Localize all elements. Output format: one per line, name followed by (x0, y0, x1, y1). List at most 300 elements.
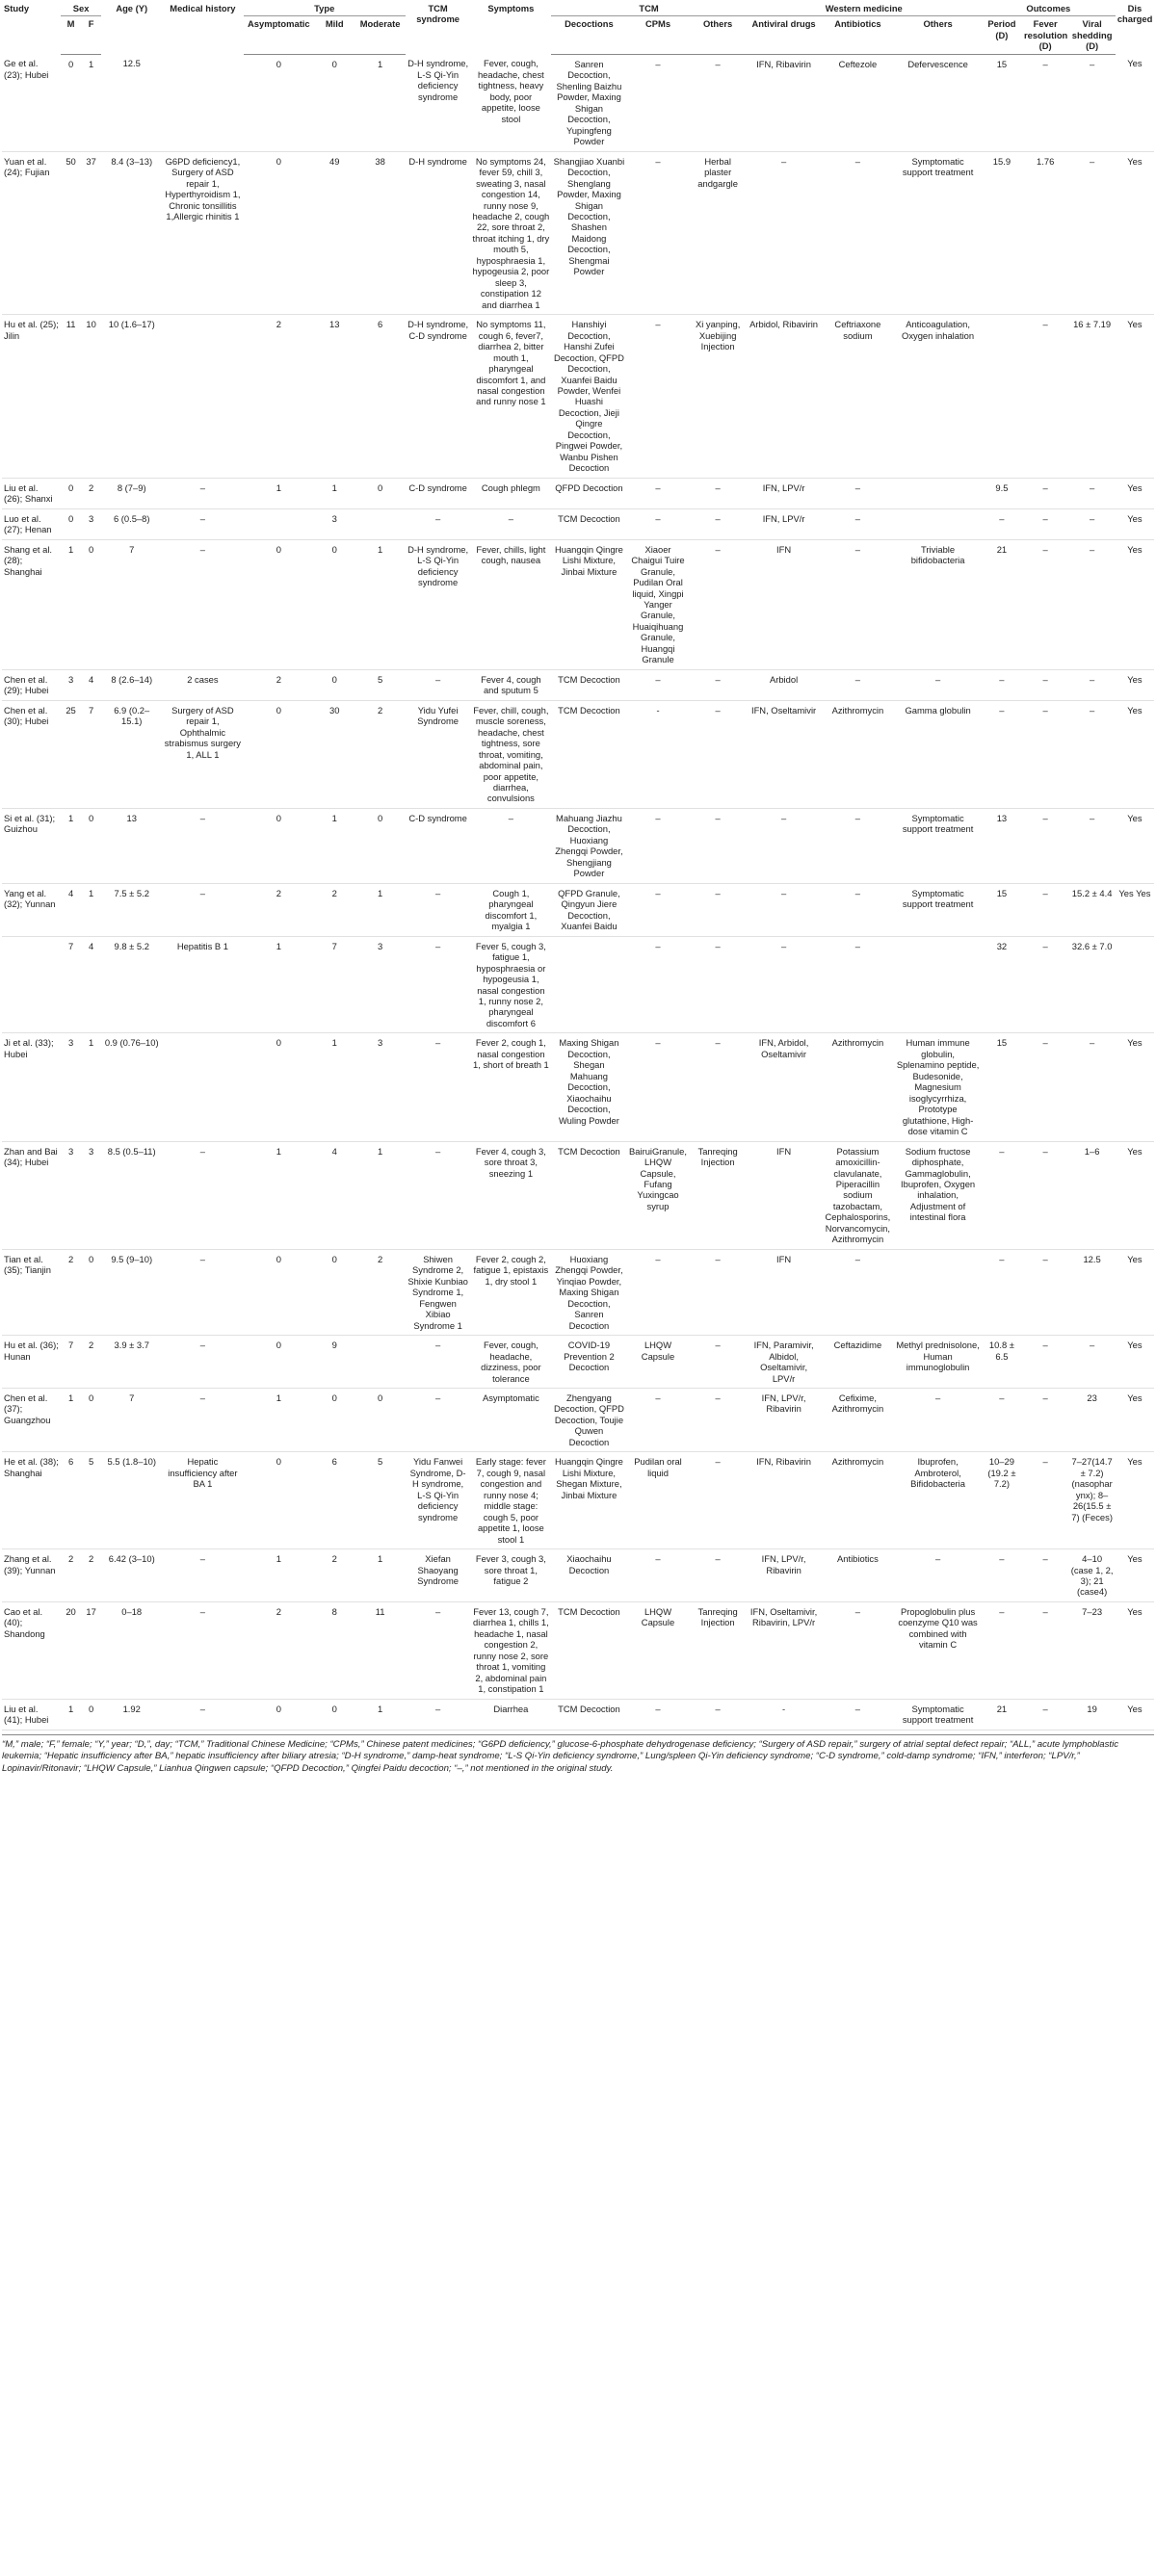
cell-others-tcm: – (715, 673, 721, 685)
cell-viral-shedding: – (1089, 673, 1095, 685)
cell-age: 6.9 (0.2– 15.1) (114, 704, 150, 727)
cell-medical-history: Hepatitis B 1 (176, 940, 228, 951)
cell-decoctions: TCM Decoction (558, 1145, 620, 1157)
cell-moderate: 0 (377, 1392, 383, 1403)
cell-fever-resolution: – (1042, 1392, 1048, 1403)
cell-cpms: – (655, 58, 661, 69)
cell-cpms: – (655, 1037, 661, 1049)
cell-asymptomatic: 0 (276, 812, 281, 823)
cell-decoctions: Shangjiao Xuanbi Decoction, Shenglang Powder, Maxing Shigan Decoction, Shashen Maidong Decoction, Shengmai Powder (553, 155, 625, 277)
cell-antibiotics: – (854, 512, 861, 524)
cell-male: 7 (67, 1340, 74, 1351)
cell-medical-history (162, 1033, 243, 1141)
cell-study: Liu et al. (41); Hubei (4, 1703, 49, 1726)
cell-study: He et al. (38); Shanghai (4, 1456, 59, 1478)
cell-mild: 2 (331, 887, 337, 898)
col-discharged: Dis charged (1117, 3, 1153, 25)
cell-symptoms: No symptoms 24, fever 59, chill 3, sweating 3, nasal congestion 14, runny nose 9, headache 2, cough 22, sore throat 2, throat itching 1, dry mouth 5, hyposphraesia 1, hypogeusia 2, poor sleep 3, constipation 12 and diarrhea 1 (472, 155, 550, 310)
table-body (2, 54, 1154, 1730)
table-row (2, 1452, 1154, 1549)
cell-decoctions: Sanren Decoction, Shenling Baizhu Powder, Maxing Shigan Decoction, Yupingfeng Powder (556, 58, 622, 147)
cell-discharged: Yes (1127, 155, 1143, 167)
cell-medical-history (162, 54, 243, 151)
cell-male: 1 (67, 1392, 74, 1403)
table-header (2, 0, 1154, 54)
cell-tcm-syndrome: – (434, 1340, 441, 1351)
cell-mild: 0 (331, 58, 337, 69)
cell-period: – (999, 704, 1005, 716)
cell-asymptomatic: 0 (276, 1456, 281, 1468)
cell-viral-shedding: – (1089, 1037, 1095, 1049)
cell-cpms: – (655, 1392, 661, 1403)
cell-cpms: LHQW Capsule (641, 1605, 675, 1628)
col-moderate: Moderate (355, 16, 406, 54)
cell-age: 8.4 (3–13) (111, 155, 153, 167)
cell-female: 37 (86, 155, 96, 167)
cell-tcm-syndrome: – (434, 887, 441, 898)
cell-antibiotics: – (854, 940, 861, 951)
cell-tcm-syndrome: D-H syndrome, L-S Qi-Yin deficiency syndrome (407, 543, 469, 588)
cell-male: 1 (67, 543, 74, 555)
cell-antibiotics: Potassium amoxicillin-clavulanate, Piperacillin sodium tazobactam, Cephalosporins, Norvancomycin, Azithromycin (825, 1145, 891, 1245)
col-female: F (81, 16, 101, 54)
cell-study: Ge et al. (23); Hubei (4, 58, 49, 80)
cell-asymptomatic: 0 (276, 1703, 281, 1714)
cell-fever-resolution: – (1042, 481, 1048, 493)
cell-symptoms: Fever 2, cough 2, fatigue 1, epistaxis 1, dry stool 1 (473, 1253, 549, 1287)
cell-male: 50 (66, 155, 76, 167)
cell-fever-resolution: – (1042, 940, 1048, 951)
cell-antiviral: IFN, LPV/r (762, 512, 805, 524)
cell-asymptomatic: 2 (276, 673, 281, 685)
cell-period: 32 (996, 940, 1008, 951)
cell-decoctions: QFPD Granule, Qingyun Jiere Decoction, Xuanfei Baidu (558, 887, 620, 932)
cell-antibiotics: – (854, 155, 861, 167)
cell-others-western: Symptomatic support treatment (902, 887, 974, 910)
cell-female: 0 (89, 1703, 94, 1714)
table-row (2, 151, 1154, 315)
table-row (2, 54, 1154, 151)
cell-asymptomatic: 2 (276, 319, 281, 330)
cell-viral-shedding: 4–10 (case 1, 2, 3); 21 (case4) (1070, 1553, 1114, 1598)
cell-antibiotics: – (854, 1703, 861, 1714)
cell-others-tcm: – (715, 1392, 721, 1403)
cell-discharged: Yes (1127, 1553, 1143, 1565)
cell-cpms: – (655, 481, 661, 493)
cell-female: 10 (86, 319, 96, 330)
cell-asymptomatic: 2 (276, 1605, 281, 1617)
cell-fever-resolution: – (1042, 1703, 1048, 1714)
cell-others-western (894, 1249, 982, 1335)
cell-antiviral: IFN, Oseltamivir (750, 704, 817, 716)
cell-mild: 49 (329, 155, 340, 167)
cell-moderate: 1 (377, 543, 383, 555)
table-row (2, 508, 1154, 539)
cell-period: – (999, 1253, 1005, 1264)
table-row (2, 808, 1154, 883)
cell-tcm-syndrome: C-D syndrome (408, 481, 467, 493)
cell-decoctions: Maxing Shigan Decoction, Shegan Mahuang Decoction, Xiaochaihu Decoction, Wuling Powder (558, 1037, 619, 1126)
cell-mild: 1 (331, 812, 337, 823)
table-footnote: “M,” male; “F,” female; “Y,” year; “D,”, day; “TCM,” Traditional Chinese Medicine; “CPMs,” Chinese patent medicines; “G6PD deficiency,” glucose-6-phosphate dehydrogenase deficiency; “Surgery of ASD repair,” surgery of atrial septal defect repair; “ALL,” acute lymphoblastic leukemia; “Hepatic insufficiency after BA,” hepatic insufficiency after biliary atresia; “D-H syndrome,” damp-heat syndrome; “L-S Qi-Yin deficiency syndrome,” Lung/spleen Qi-Yin deficiency syndrome; “C-D syndrome,” cold-damp syndrome; “IFN,” interferon; “LPV/r,” Lopinavir/Ritonavir; “LHQW Capsule,” Lianhua Qingwen capsule; “QFPD Decoction,” Qingfei Paidu decoction; “–,” not mentioned in the original study. (2, 1734, 1154, 1775)
col-viral-shedding: Viral shedding (D) (1068, 16, 1115, 54)
cell-antiviral: IFN, Ribavirin (756, 58, 811, 69)
cell-cpms: BairuiGranule, LHQW Capsule, Fufang Yuxingcao syrup (629, 1145, 687, 1211)
cell-mild: 0 (331, 543, 337, 555)
cell-male: 1 (67, 812, 74, 823)
cell-antiviral: IFN, LPV/r (762, 481, 805, 493)
cell-age: 9.5 (9–10) (111, 1253, 153, 1264)
cell-female: 3 (89, 1145, 94, 1157)
cell-tcm-syndrome: D-H syndrome, L-S Qi-Yin deficiency syndrome (407, 58, 469, 102)
cell-moderate: 3 (377, 1037, 383, 1049)
cell-age: 8 (7–9) (117, 481, 146, 493)
cell-viral-shedding: – (1089, 512, 1095, 524)
cell-antiviral: – (780, 940, 787, 951)
cell-symptoms: Fever, cough, headache, dizziness, poor tolerance (481, 1340, 541, 1384)
cell-study: Tian et al. (35); Tianjin (4, 1253, 51, 1276)
cell-medical-history: Hepatic insufficiency after BA 1 (168, 1456, 238, 1490)
cell-mild: 0 (331, 673, 337, 685)
cell-antiviral: – (780, 812, 787, 823)
cell-mild: 1 (331, 1037, 337, 1049)
table-row (2, 1601, 1154, 1699)
cell-male: 7 (67, 940, 74, 951)
cell-decoctions: Zhengyang Decoction, QFPD Decoction, Toujie Quwen Decoction (553, 1392, 624, 1447)
table-row (2, 478, 1154, 508)
cell-decoctions: TCM Decoction (558, 1703, 620, 1714)
cell-asymptomatic: 0 (276, 704, 281, 716)
cell-moderate: 38 (375, 155, 385, 167)
cell-moderate: 1 (377, 1145, 383, 1157)
cell-male: 2 (67, 1553, 74, 1565)
cell-period: 15 (996, 1037, 1008, 1049)
cell-medical-history: – (199, 1703, 205, 1714)
cell-discharged: Yes (1127, 673, 1143, 685)
cell-female: 5 (89, 1456, 94, 1468)
cell-decoctions: Huangqin Qingre Lishi Mixture, Jinbai Mixture (554, 543, 623, 577)
cell-others-western (894, 936, 982, 1033)
cell-fever-resolution: – (1042, 1037, 1048, 1049)
cell-symptoms: – (508, 812, 513, 823)
cell-antiviral: IFN, Arbidol, Oseltamivir (758, 1037, 809, 1059)
cell-symptoms: Fever, chill, cough, muscle soreness, headache, chest tightness, sore throat, vomiting, abdominal pain, poor appetite, diarrhea, convulsions (473, 704, 549, 804)
table-row (2, 539, 1154, 669)
cell-symptoms: Cough phlegm (481, 481, 540, 493)
cell-tcm-syndrome: – (434, 1145, 441, 1157)
cell-moderate: 1 (377, 1703, 383, 1714)
cell-medical-history: – (199, 1392, 205, 1403)
cell-fever-resolution: – (1042, 1553, 1048, 1565)
cell-age: 0–18 (121, 1605, 143, 1617)
cell-discharged: Yes (1127, 1037, 1143, 1049)
cell-symptoms: Fever 3, cough 3, sore throat 1, fatigue 2 (475, 1553, 546, 1586)
cell-mild: 4 (331, 1145, 337, 1157)
col-fever-resolution: Fever resolution (D) (1022, 16, 1068, 54)
cell-asymptomatic: 0 (276, 1340, 281, 1351)
col-asymptomatic: Asymptomatic (244, 16, 315, 54)
cell-decoctions (551, 936, 626, 1033)
col-outcomes: Outcomes (982, 0, 1116, 16)
cell-antibiotics: – (854, 481, 861, 493)
cell-mild: 1 (331, 481, 337, 493)
cell-female: 17 (86, 1605, 96, 1617)
cell-period: 21 (996, 543, 1008, 555)
cell-medical-history: Surgery of ASD repair 1, Ophthalmic strabismus surgery 1, ALL 1 (164, 704, 241, 760)
cell-study: Si et al. (31); Guizhou (4, 812, 56, 835)
cell-symptoms: Fever 13, cough 7, diarrhea 1, chills 1, headache 1, nasal congestion 2, runny nose 2, sore throat 1, vomiting 2, abdominal pain 1, constipation 1 (473, 1605, 549, 1695)
cell-moderate (355, 1336, 406, 1389)
cell-study: Liu et al. (26); Shanxi (4, 481, 53, 505)
cell-others-tcm: – (715, 704, 721, 716)
cell-age: 1.92 (122, 1703, 141, 1714)
cell-discharged: Yes (1127, 704, 1143, 716)
cell-viral-shedding: 23 (1087, 1392, 1097, 1403)
cell-antibiotics: – (854, 887, 861, 898)
cell-others-tcm: Tanreqing Injection (697, 1605, 738, 1628)
cell-female: 2 (89, 481, 94, 493)
cell-antibiotics: – (854, 673, 861, 685)
cell-male: 2 (67, 1253, 74, 1264)
cell-moderate: 0 (377, 481, 383, 493)
cell-study: Chen et al. (37); Guangzhou (4, 1392, 51, 1425)
cell-moderate: 2 (377, 704, 383, 716)
cell-antiviral: IFN, Oseltamivir, Ribavirin, LPV/r (749, 1605, 818, 1628)
table-row (2, 1336, 1154, 1389)
cell-others-tcm: – (715, 1037, 721, 1049)
cell-decoctions: Huoxiang Zhengqi Powder, Yinqiao Powder, Maxing Shigan Decoction, Sanren Decoction (555, 1253, 623, 1331)
cell-male: 0 (67, 481, 74, 493)
cell-moderate: 11 (375, 1605, 385, 1617)
cell-female: 7 (89, 704, 94, 716)
cell-cpms: – (655, 1553, 661, 1565)
cell-asymptomatic: 1 (276, 481, 281, 493)
cell-study: Hu et al. (36); Hunan (4, 1340, 59, 1362)
cell-age: 10 (1.6–17) (108, 319, 155, 330)
cell-tcm-syndrome: Yidu Fanwei Syndrome, D-H syndrome, L-S Qi-Yin deficiency syndrome (409, 1456, 466, 1522)
cell-medical-history: 2 cases (187, 673, 219, 685)
cell-fever-resolution: – (1042, 512, 1048, 524)
cell-discharged: Yes (1127, 543, 1143, 555)
cell-period: 21 (996, 1703, 1008, 1714)
col-tcm: TCM (551, 0, 746, 16)
cell-discharged: Yes (1127, 512, 1143, 524)
cell-mild: 6 (331, 1456, 337, 1468)
cell-antibiotics: Azithromycin (831, 1037, 884, 1049)
cell-medical-history: – (199, 1553, 205, 1565)
cell-asymptomatic: 1 (276, 940, 281, 951)
cell-fever-resolution: – (1042, 1253, 1048, 1264)
cell-cpms: – (655, 512, 661, 524)
cell-antiviral: IFN (776, 543, 792, 555)
cell-others-western: Triviable bifidobacteria (910, 543, 965, 566)
cell-antibiotics: Ceftazidime (833, 1340, 882, 1351)
cell-period: – (999, 512, 1005, 524)
cell-asymptomatic: 0 (276, 543, 281, 555)
cell-antibiotics: Cefixime, Azithromycin (831, 1392, 884, 1415)
cell-period: 15 (996, 58, 1008, 69)
cell-period: 9.5 (995, 481, 1009, 493)
table-row (2, 1388, 1154, 1451)
cell-antiviral: IFN, Paramivir, Albidol, Oseltamivir, LPV/r (753, 1340, 814, 1384)
cell-moderate: 1 (377, 1553, 383, 1565)
cell-age: 7 (129, 543, 135, 555)
cell-study: Zhan and Bai (34); Hubei (4, 1145, 58, 1168)
cell-medical-history: – (199, 887, 205, 898)
cell-cpms: – (655, 319, 661, 330)
cell-others-tcm: Herbal plaster andgargle (697, 155, 738, 189)
cell-mild: 0 (331, 1253, 337, 1264)
cell-viral-shedding: – (1089, 543, 1095, 555)
cell-study (2, 936, 61, 1033)
cell-symptoms: Fever 4, cough and sputum 5 (481, 673, 541, 696)
cell-cpms: - (656, 704, 660, 716)
cell-others-western: Symptomatic support treatment (902, 812, 974, 835)
cell-cpms: – (655, 1253, 661, 1264)
cell-study: Hu et al. (25); Jilin (4, 319, 59, 341)
cell-mild: 13 (329, 319, 340, 330)
cell-antiviral: Arbidol (769, 673, 799, 685)
cell-age: 3.9 ± 3.7 (114, 1340, 149, 1351)
cell-others-western: Anticoagulation, Oxygen inhalation (902, 319, 975, 341)
cell-others-western: – (934, 673, 941, 685)
cell-cpms: – (655, 673, 661, 685)
cell-male: 3 (67, 673, 74, 685)
cell-discharged: Yes Yes (1118, 887, 1151, 898)
cell-discharged: Yes (1127, 58, 1143, 69)
table-row (2, 1141, 1154, 1249)
cell-female: 3 (89, 512, 94, 524)
cell-female: 4 (89, 940, 94, 951)
cell-female: 1 (89, 1037, 94, 1049)
studies-table (2, 0, 1154, 1730)
col-medical-history: Medical history (170, 3, 236, 13)
cell-age: 0.9 (0.76–10) (104, 1037, 159, 1049)
cell-others-tcm: – (715, 1703, 721, 1714)
cell-discharged: Yes (1127, 812, 1143, 823)
cell-antiviral: – (780, 155, 787, 167)
cell-age: 7 (129, 1392, 135, 1403)
col-study: Study (4, 3, 30, 13)
cell-asymptomatic: 0 (276, 58, 281, 69)
cell-others-tcm: – (715, 512, 721, 524)
cell-period: 10.8 ± 6.5 (988, 1340, 1014, 1362)
col-age: Age (Y) (116, 3, 148, 13)
cell-others-tcm: – (715, 58, 721, 69)
cell-male: 3 (67, 1037, 74, 1049)
cell-moderate: 6 (377, 319, 383, 330)
cell-viral-shedding: – (1089, 704, 1095, 716)
cell-antiviral: IFN, LPV/r, Ribavirin (761, 1392, 806, 1415)
cell-viral-shedding: 19 (1087, 1703, 1097, 1714)
cell-symptoms: Early stage: fever 7, cough 9, nasal congestion and runny nose 4; middle stage: cough 5, poor appetite 1, loose stool 1 (475, 1456, 546, 1545)
cell-asymptomatic: 1 (276, 1553, 281, 1565)
cell-others-western (894, 508, 982, 539)
cell-antibiotics: Ceftriaxone sodium (834, 319, 881, 341)
cell-fever-resolution: – (1042, 673, 1048, 685)
cell-discharged: Yes (1127, 319, 1143, 330)
cell-mild: 3 (331, 512, 337, 524)
cell-tcm-syndrome: Shiwen Syndrome 2, Shixie Kunbiao Syndrome 1, Fengwen Xibiao Syndrome 1 (407, 1253, 468, 1331)
table-row (2, 1033, 1154, 1141)
cell-mild: 9 (331, 1340, 337, 1351)
col-decoctions: Decoctions (551, 16, 626, 54)
cell-female: 1 (89, 58, 94, 69)
cell-fever-resolution: – (1042, 887, 1048, 898)
cell-cpms: – (655, 1703, 661, 1714)
cell-symptoms: Asymptomatic (482, 1392, 539, 1403)
col-sex: Sex (61, 0, 101, 16)
cell-moderate: 3 (377, 940, 383, 951)
cell-viral-shedding: – (1089, 481, 1095, 493)
cell-tcm-syndrome: D-H syndrome (408, 155, 467, 167)
cell-viral-shedding: – (1089, 58, 1095, 69)
cell-tcm-syndrome: – (434, 512, 441, 524)
cell-period: – (999, 1392, 1005, 1403)
cell-period: 10–29 (19.2 ± 7.2) (987, 1456, 1016, 1490)
cell-medical-history: – (199, 812, 205, 823)
cell-antiviral: Arbidol, Ribavirin (749, 319, 818, 330)
cell-tcm-syndrome: – (434, 1605, 441, 1617)
cell-viral-shedding: 12.5 (1083, 1253, 1101, 1264)
cell-female: 1 (89, 887, 94, 898)
cell-others-western: – (934, 1392, 941, 1403)
cell-period: 15.9 (992, 155, 1012, 167)
cell-fever-resolution: – (1042, 704, 1048, 716)
table-row (2, 700, 1154, 808)
cell-male: 1 (67, 1703, 74, 1714)
cell-decoctions: QFPD Decoction (555, 481, 623, 493)
cell-period (982, 315, 1022, 479)
cell-period: – (999, 1553, 1005, 1565)
cell-antiviral: - (782, 1703, 786, 1714)
cell-antibiotics: Azithromycin (831, 704, 884, 716)
cell-period: 15 (996, 887, 1008, 898)
cell-tcm-syndrome: C-D syndrome (408, 812, 467, 823)
cell-fever-resolution: – (1042, 1340, 1048, 1351)
cell-others-western: Sodium fructose diphosphate, Gammaglobulin, Ibuprofen, Oxygen inhalation, Adjustment of intestinal flora (901, 1145, 976, 1223)
cell-others-tcm: – (715, 940, 721, 951)
cell-decoctions: Mahuang Jiazhu Decoction, Huoxiang Zhengqi Powder, Shengjiang Powder (555, 812, 623, 879)
cell-others-tcm: – (715, 1253, 721, 1264)
cell-asymptomatic: 2 (276, 887, 281, 898)
cell-cpms: Pudilan oral liquid (634, 1456, 682, 1478)
cell-others-tcm: – (715, 1553, 721, 1565)
cell-discharged: Yes (1127, 1253, 1143, 1264)
cell-period: – (999, 1605, 1005, 1617)
cell-study: Luo et al. (27); Henan (4, 512, 52, 535)
cell-mild: 8 (331, 1605, 337, 1617)
cell-others-tcm: Tanreqing Injection (697, 1145, 738, 1168)
cell-period: – (999, 1145, 1005, 1157)
cell-antibiotics: – (854, 543, 861, 555)
cell-viral-shedding: 15.2 ± 4.4 (1071, 887, 1113, 898)
cell-female: 2 (89, 1340, 94, 1351)
cell-male: 25 (66, 704, 76, 716)
cell-others-tcm: – (715, 481, 721, 493)
cell-female: 0 (89, 1392, 94, 1403)
cell-asymptomatic: 1 (276, 1392, 281, 1403)
cell-symptoms: Diarrhea (493, 1703, 529, 1714)
cell-others-tcm: Xi yanping, Xuebijing Injection (695, 319, 741, 352)
cell-decoctions: Hanshiyi Decoction, Hanshi Zufei Decoction, QFPD Decoction, Xuanfei Baidu Powder, Wenfei Huashi Decoction, Jieji Qingre Decoction, Pingwei Powder, Wanbu Pishen Decoction (553, 319, 624, 474)
cell-study: Yang et al. (32); Yunnan (4, 887, 56, 910)
cell-viral-shedding: 7–27(14.7 ± 7.2) (nasopharynx); 8–26(15.5 ± 7) (Feces) (1071, 1456, 1113, 1522)
cell-viral-shedding: 7–23 (1082, 1605, 1103, 1617)
cell-cpms: – (655, 812, 661, 823)
cell-others-western: Gamma globulin (905, 704, 971, 716)
cell-moderate: 0 (377, 812, 383, 823)
